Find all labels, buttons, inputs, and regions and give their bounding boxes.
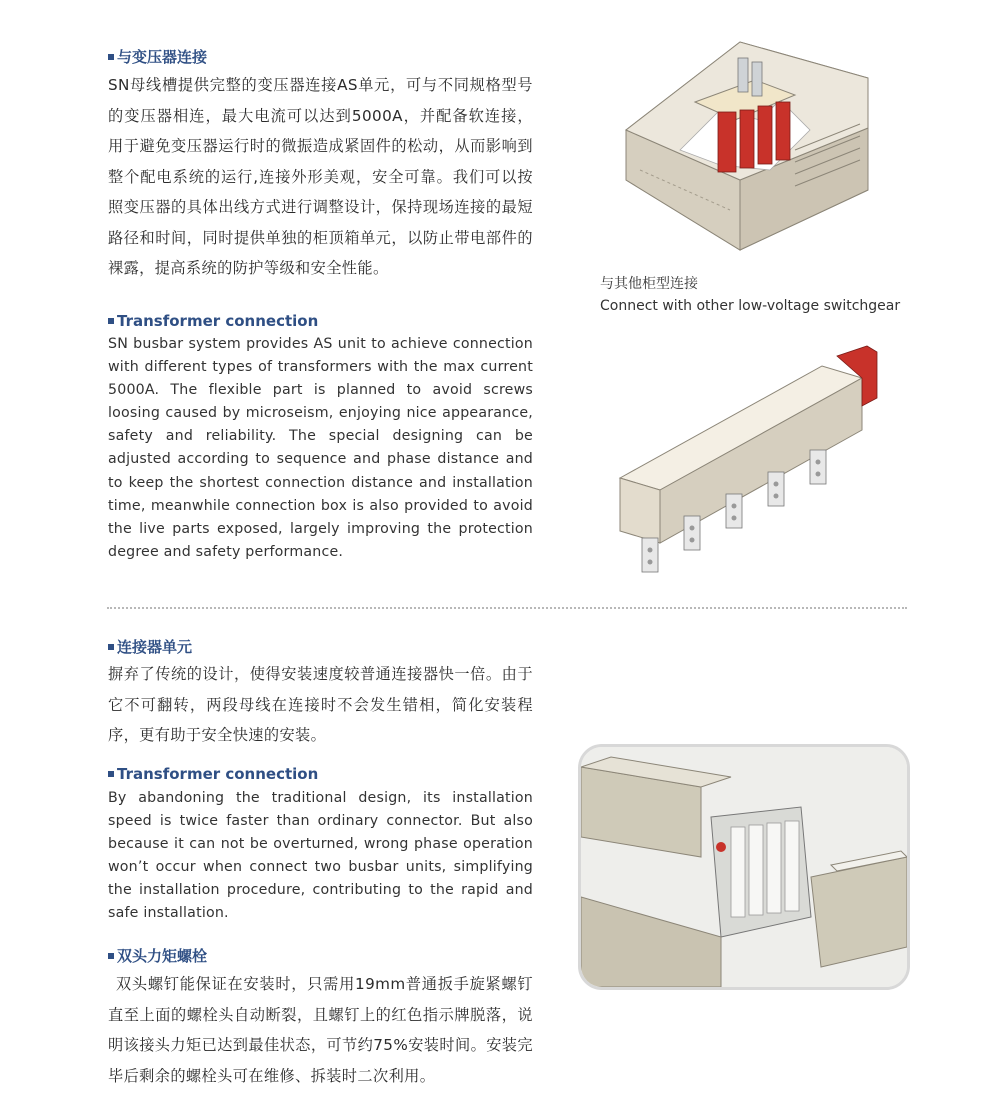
section1-body-en: SN busbar system provides AS unit to achieve connection with different types of transformers with the max current 5000A. The flexible part is planned to avoid screws loosing caused by microseism, enjoying nice appearance, safety and reliability. The special designing can be adjusted according to sequence and phase distance and to keep the shortest connection distance and installation time, meanwhile connection box is also provided to avoid the live parts exposed, largely improving the protection degree and safety performance.: [108, 336, 533, 560]
figure1-caption-en: Connect with other low-voltage switchgear: [600, 298, 901, 314]
connector-unit-photo: [578, 744, 910, 990]
section1-body-zh: SN母线槽提供完整的变压器连接AS单元，可与不同规格型号的变压器相连，最大电流可以达到5000A，并配备软连接，用于避免变压器运行时的微振造成紧固件的松动，从而影响到整个配电系统的运行,连接外形美观，安全可靠。我们可以按照变压器的具体出线方式进行调整设计，保持现场连接的最短路径和时间，同时提供单独的柜顶箱单元，以防止带电部件的裸露，提高系统的防护等级和安全性能。: [108, 76, 533, 277]
bullet-square-icon: [108, 54, 114, 60]
section3-heading-zh: 双头力矩螺栓: [108, 945, 207, 966]
busbar-connection-illustration: [612, 338, 892, 578]
section2-body-en: By abandoning the traditional design, its installation speed is twice faster than ordinary connector. But also because it can not be overturned, wrong phase operation won’t occur when connect two busbar units, simplifying the installation procedure, contributing to the rapid and safe installation.: [108, 790, 533, 922]
figure1-caption-zh: 与其他柜型连接: [600, 276, 698, 292]
section2-heading-en: Transformer connection: [108, 765, 318, 783]
connector-unit-illustration: [581, 747, 907, 987]
section1-heading-zh: 与变压器连接: [108, 46, 207, 67]
section3-body-zh: 双头螺钉能保证在安装时，只需用19mm普通扳手旋紧螺钉直至上面的螺栓头自动断裂，且螺钉上的红色指示牌脱落，说明该接头力矩已达到最佳状态，可节约75%安装时间。安装完毕后剩余的螺栓头可在维修、拆装时二次利用。: [108, 975, 533, 1085]
bullet-square-icon: [108, 771, 114, 777]
section1-heading-en: Transformer connection: [108, 312, 318, 330]
bullet-square-icon: [108, 953, 114, 959]
section2-body-zh: 摒弃了传统的设计，使得安装速度较普通连接器快一倍。由于它不可翻转，两段母线在连接时不会发生错相，简化安装程序，更有助于安全快速的安装。: [108, 665, 533, 744]
section2-heading-zh: 连接器单元: [108, 636, 192, 657]
bullet-square-icon: [108, 644, 114, 650]
switchgear-cabinet-illustration: [620, 40, 870, 255]
section-divider: [107, 607, 907, 609]
bullet-square-icon: [108, 318, 114, 324]
